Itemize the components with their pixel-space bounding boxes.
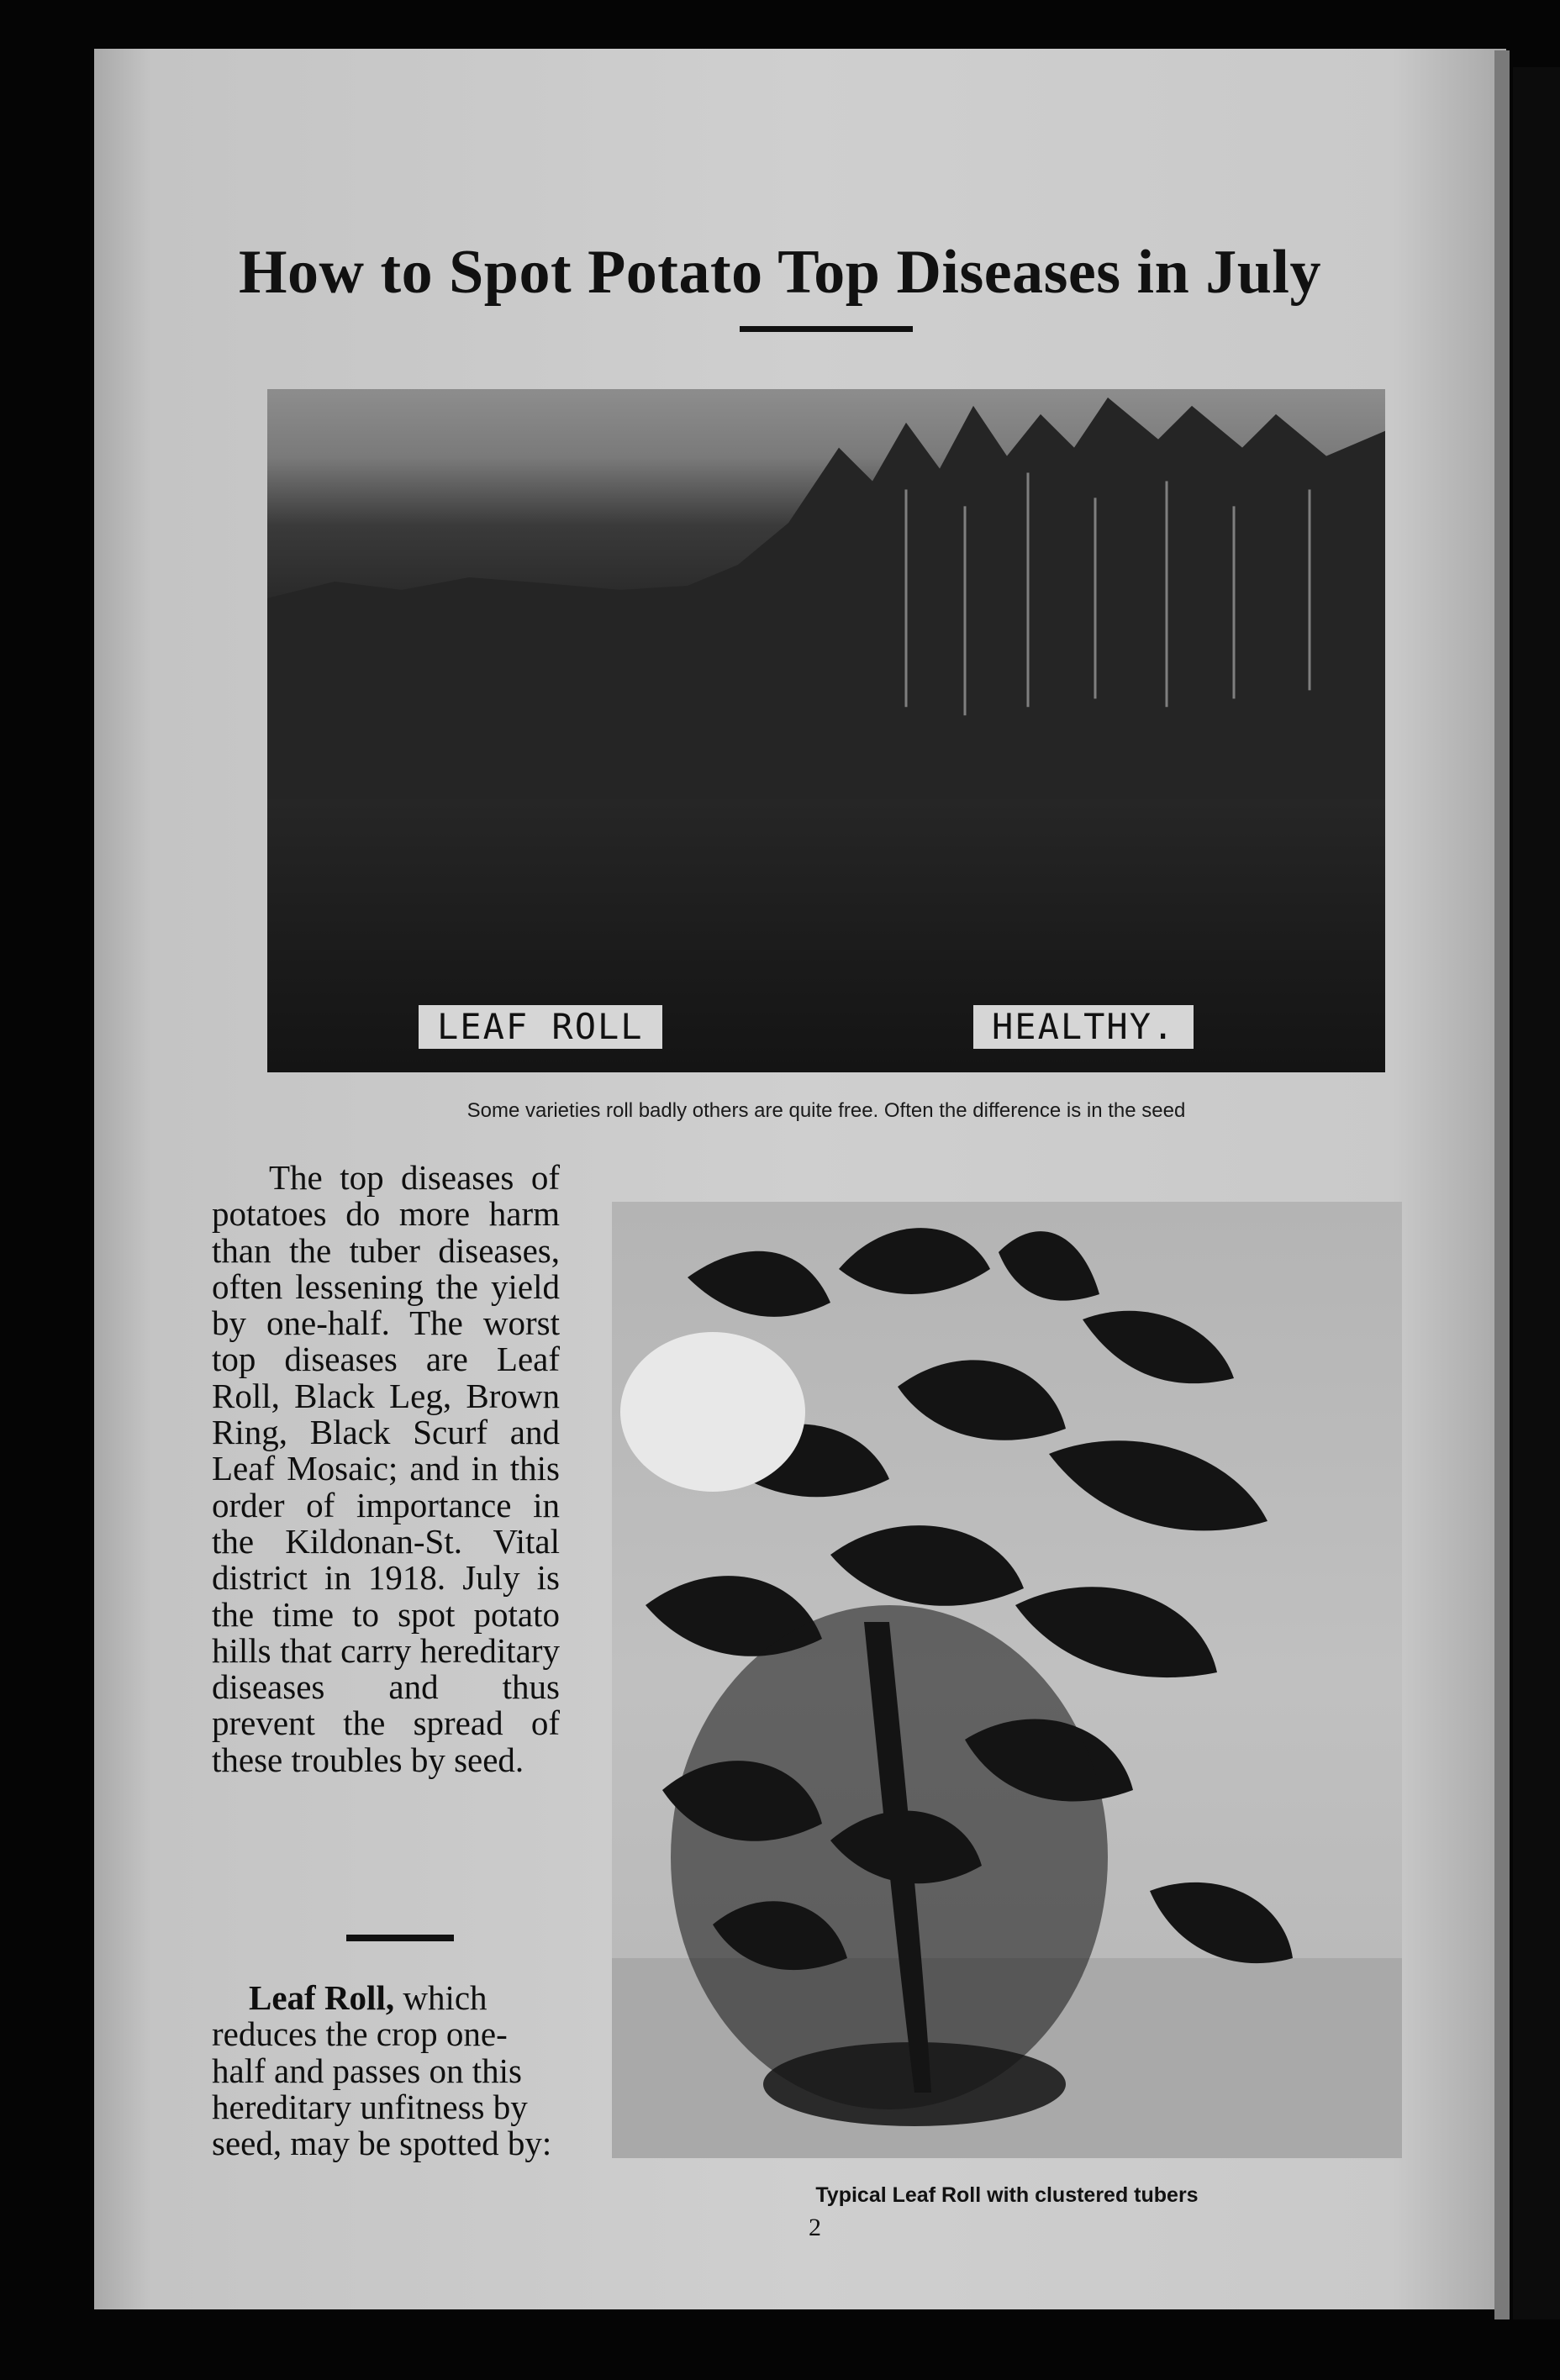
facing-page-edge bbox=[1513, 67, 1560, 2319]
leaf-roll-heading: Leaf Roll, bbox=[249, 1978, 395, 2017]
title-underline bbox=[740, 326, 913, 332]
leaf-roll-plant-photo bbox=[612, 1202, 1402, 2158]
section-divider bbox=[346, 1935, 454, 1941]
plant-photo-caption: Typical Leaf Roll with clustered tubers bbox=[815, 2183, 1199, 2207]
leaf-roll-text: which reduces the crop one-half and passes on this hereditary unfitness by seed, may be spotted by: bbox=[212, 1978, 552, 2163]
intro-text: The top diseases of potatoes do more harm than the tuber diseases, often lessening the yield by one-half. The worst top diseases are Leaf Roll, Black Leg, Brown Ring, Black Scurf and Leaf Mosaic; and in this order of importance in the Kildonan-St. Vital district in 1918. July is the time to spot potato hills that carry hereditary diseases and thus prevent the spread of these troubles by seed. bbox=[212, 1158, 560, 1779]
tree-line-silhouette bbox=[267, 389, 1385, 799]
page-binding-edge bbox=[1494, 50, 1510, 2319]
leaf-roll-paragraph bbox=[212, 1980, 560, 2161]
healthy-label: HEALTHY. bbox=[973, 1005, 1194, 1049]
field-photo bbox=[267, 389, 1385, 1072]
leaf-roll-label: LEAF ROLL bbox=[419, 1005, 662, 1049]
page-number: 2 bbox=[809, 2214, 821, 2241]
intro-paragraph bbox=[212, 1160, 560, 1778]
page-title: How to Spot Potato Top Diseases in July bbox=[239, 238, 1321, 307]
field-photo-caption: Some varieties roll badly others are quite free. Often the difference is in the seed bbox=[466, 1099, 1186, 1122]
potato-plant-illustration bbox=[612, 1202, 1402, 2158]
